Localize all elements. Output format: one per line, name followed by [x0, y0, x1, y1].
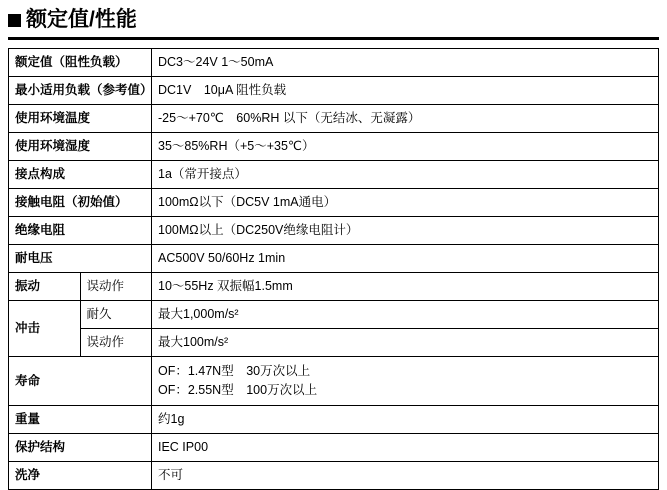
table-row	[9, 133, 659, 161]
row-label: 冲击	[9, 301, 81, 357]
row-label: 振动	[9, 273, 81, 301]
row-label: 重量	[9, 406, 152, 434]
row-value: AC500V 50/60Hz 1min	[152, 245, 659, 273]
section-heading	[8, 6, 659, 38]
row-value: DC3～24V 1～50mA	[152, 49, 659, 77]
table-row	[9, 301, 659, 329]
row-value: 最大100m/s²	[152, 329, 659, 357]
row-label: 使用环境温度	[9, 105, 152, 133]
black-square-bullet-icon	[8, 14, 21, 27]
table-row	[9, 273, 659, 301]
row-label: 额定值（阻性负载）	[9, 49, 152, 77]
row-value: IEC IP00	[152, 434, 659, 462]
table-row	[9, 357, 659, 406]
row-sublabel: 误动作	[80, 273, 152, 301]
row-sublabel: 误动作	[80, 329, 152, 357]
row-value: 不可	[152, 462, 659, 490]
row-label: 使用环境湿度	[9, 133, 152, 161]
row-value: 最大1,000m/s²	[152, 301, 659, 329]
row-label: 接点构成	[9, 161, 152, 189]
heading-divider	[8, 37, 659, 40]
table-row	[9, 406, 659, 434]
row-value: 10～55Hz 双振幅1.5mm	[152, 273, 659, 301]
row-label: 寿命	[9, 357, 152, 406]
table-row	[9, 49, 659, 77]
row-label: 耐电压	[9, 245, 152, 273]
row-value	[152, 357, 659, 406]
row-value: 100MΩ以上（DC250V绝缘电阻计）	[152, 217, 659, 245]
row-value: 1a（常开接点）	[152, 161, 659, 189]
row-value-line: OF：1.47N型 30万次以上	[158, 364, 311, 378]
row-label: 绝缘电阻	[9, 217, 152, 245]
row-value: 100mΩ以下（DC5V 1mA通电）	[152, 189, 659, 217]
row-value: 35～85%RH（+5～+35℃）	[152, 133, 659, 161]
table-row	[9, 462, 659, 490]
table-row	[9, 189, 659, 217]
table-row	[9, 245, 659, 273]
table-row	[9, 329, 659, 357]
row-value: DC1V 10μA 阻性负载	[152, 77, 659, 105]
row-value: -25～+70℃ 60%RH 以下（无结冰、无凝露）	[152, 105, 659, 133]
table-row	[9, 161, 659, 189]
page-title: 额定值/性能	[26, 8, 137, 31]
row-value: 约1g	[152, 406, 659, 434]
row-label: 洗净	[9, 462, 152, 490]
table-row	[9, 434, 659, 462]
heading-row	[8, 6, 659, 34]
table-row	[9, 77, 659, 105]
row-sublabel: 耐久	[80, 301, 152, 329]
row-label: 保护结构	[9, 434, 152, 462]
specification-table	[8, 48, 659, 490]
row-label: 接触电阻（初始值）	[9, 189, 152, 217]
row-label: 最小适用负载（参考值）	[9, 77, 152, 105]
table-row	[9, 217, 659, 245]
row-value-line: OF：2.55N型 100万次以上	[158, 383, 318, 397]
table-row	[9, 105, 659, 133]
